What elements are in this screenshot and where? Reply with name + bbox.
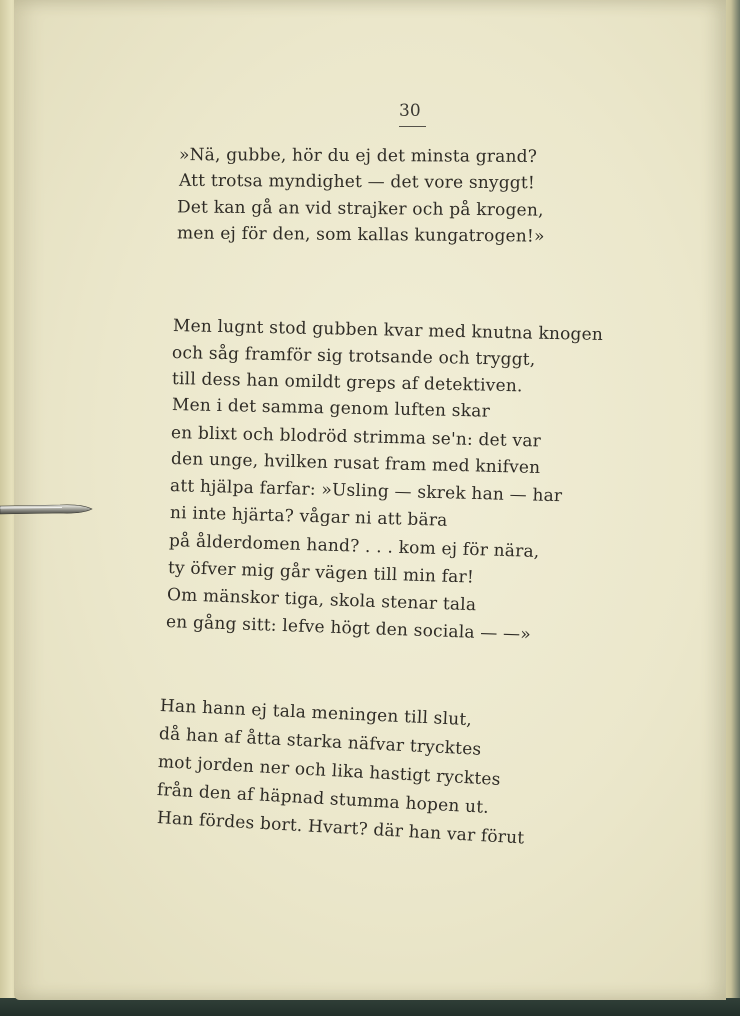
stanza-2-line-12: en gång sitt: lefve högt den sociala — —» <box>165 612 532 645</box>
stanza-2-line-9: på ålderdomen hand? . . . kom ej för nära, <box>168 531 540 562</box>
stanza-2-line-11: Om mänskor tiga, skola stenar tala <box>166 585 477 616</box>
page-number: 30 <box>399 101 421 121</box>
book-page <box>14 0 726 1000</box>
stanza-2-line-4: Men i det samma genom luften skar <box>171 395 491 422</box>
stanza-3-line-4: från den af häpnad stumma hopen ut. <box>156 780 490 818</box>
stanza-1-line-3: Det kan gå an vid strajker och på krogen, <box>176 197 544 221</box>
stanza-2-line-7: att hjälpa farfar: »Usling — skrek han — har <box>169 476 563 507</box>
stanza-3-line-5: Han fördes bort. Hvart? där han var förut <box>156 808 525 849</box>
stanza-2-line-3: till dess han omildt greps af detektiven. <box>171 369 523 397</box>
stanza-2-line-1: Men lugnt stod gubben kvar med knutna knogen <box>172 316 604 346</box>
stanza-1-line-4: men ej för den, som kallas kungatrogen!» <box>176 223 545 247</box>
stanza-3-line-3: mot jorden ner och lika hastigt rycktes <box>157 752 502 790</box>
stanza-2-line-2: och såg framför sig trotsande och tryggt, <box>171 343 536 370</box>
stanza-2-line-10: ty öfver mig går vägen till min far! <box>167 558 475 588</box>
page-number-rule <box>399 126 426 127</box>
stanza-2-line-6: den unge, hvilken rusat fram med knifven <box>170 449 541 479</box>
stanza-3-line-2: då han af åtta starka näfvar trycktes <box>158 724 482 760</box>
stanza-1-line-1: »Nä, gubbe, hör du ej det minsta grand? <box>178 145 538 167</box>
stanza-2-line-8: ni inte hjärta? vågar ni att bära <box>169 503 448 531</box>
stanza-3-line-1: Han hann ej tala meningen till slut, <box>159 696 473 731</box>
stanza-2-line-5: en blixt och blodröd strimma se'n: det var <box>170 423 542 452</box>
letter-opener-icon <box>0 502 92 518</box>
stanza-1-line-2: Att trotsa myndighet — det vore snyggt! <box>178 170 536 194</box>
